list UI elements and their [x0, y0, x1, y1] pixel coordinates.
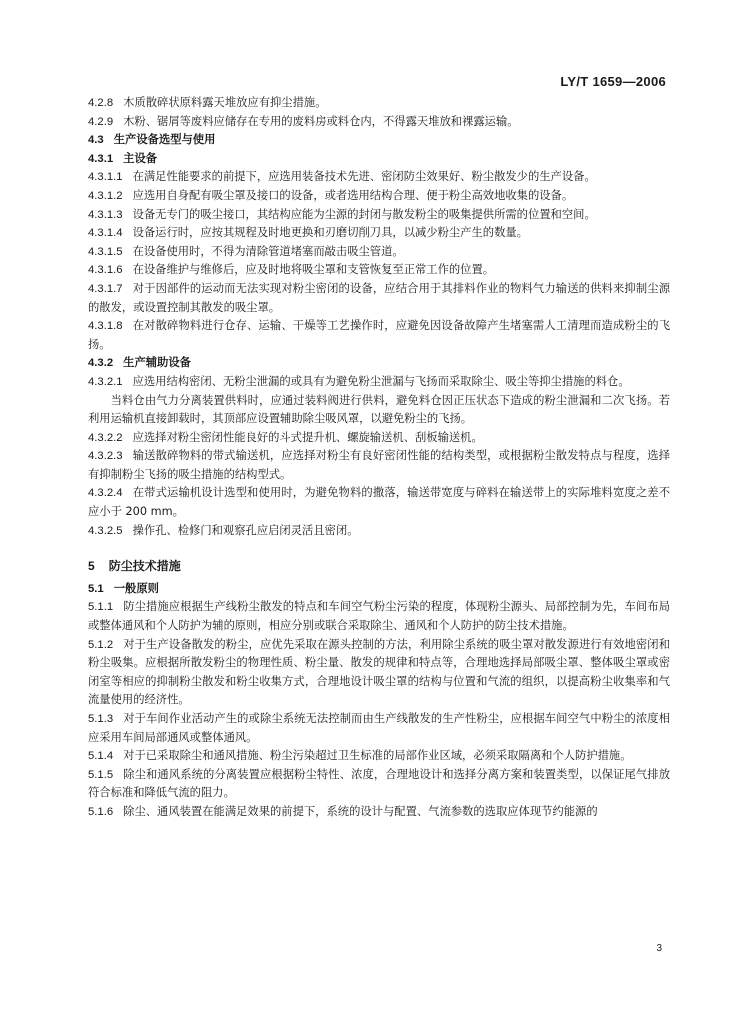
clause-paragraph: [88, 429, 670, 448]
clause-paragraph: [88, 766, 670, 803]
clause-text: 应选用结构密闭、无粉尘泄漏的或具有为避免粉尘泄漏与飞扬而采取除尘、吸尘等抑尘措施的料仓。: [132, 374, 630, 388]
clause-text: 防尘措施应根据生产线粉尘散发的特点和车间空气粉尘污染的程度，体现粉尘源头、局部控制为先，车间布局或整体通风和个人防护为辅的原则，相应分别或联合采取除尘、通风和个人防护的防尘技术措施。: [88, 600, 670, 633]
clause-text: 对于已采取除尘和通风措施、粉尘污染超过卫生标准的局部作业区域，必须采取隔离和个人防护措施。: [123, 749, 632, 763]
clause-paragraph: [88, 636, 670, 710]
section-heading: [88, 131, 670, 150]
clause-paragraph: [88, 113, 670, 132]
clause-text: 防尘技术措施: [108, 559, 181, 574]
clause-paragraph: [88, 243, 670, 262]
clause-text: 设备运行时，应按其规程及时地更换和刃磨切削刀具，以减少粉尘产生的数量。: [132, 226, 528, 240]
clause-text: 设备无专门的吸尘接口，其结构应能为尘源的封闭与散发粉尘的吸集提供所需的位置和空间。: [132, 207, 596, 221]
clause-number: 4.3.1: [88, 152, 114, 165]
clause-number: 4.3.2.5: [88, 524, 123, 537]
clause-number: 5.1.2: [88, 638, 114, 651]
clause-number: 4.3.1.8: [88, 320, 123, 333]
clause-text: 操作孔、检修门和观察孔应启闭灵活且密闭。: [132, 523, 359, 537]
clause-paragraph: [88, 224, 670, 243]
clause-text: 主设备: [123, 151, 158, 165]
clause-text: 在对散碎物料进行仓存、运输、干燥等工艺操作时，应避免因设备故障产生堵塞需人工清理而造成粉尘的飞扬。: [88, 319, 670, 351]
clause-text: 除尘、通风装置在能满足效果的前提下，系统的设计与配置、气流参数的选取应体现节约能源的: [123, 804, 598, 818]
clause-paragraph: [88, 94, 670, 113]
section-gap: [88, 540, 670, 557]
clause-number: 5.1.5: [88, 768, 114, 781]
clause-paragraph: [88, 187, 670, 206]
clause-text: 对于因部件的运动而无法实现对粉尘密闭的设备，应结合用于其排料作业的物料气力输送的供料来抑制尘源的散发，或设置控制其散发的吸尘罩。: [88, 281, 670, 314]
section-heading: [88, 150, 670, 169]
clause-number: 4.3.2.1: [88, 375, 123, 388]
clause-paragraph: [88, 598, 670, 635]
clause-number: 5.1.3: [88, 713, 114, 725]
clause-paragraph: [88, 710, 670, 747]
clause-paragraph: [88, 168, 670, 187]
clause-text: 应选择对粉尘密闭性能良好的斗式提升机、螺旋输送机、刮板输送机。: [132, 430, 483, 444]
clause-paragraph: [88, 317, 670, 354]
clause-paragraph: [88, 261, 670, 280]
clause-number: 4.3.2.2: [88, 431, 123, 444]
clause-number: 4.2.8: [88, 97, 114, 109]
clause-paragraph: [88, 447, 670, 484]
clause-number: 4.3.1.4: [88, 227, 123, 240]
clause-number: 5.1.6: [88, 805, 114, 818]
clause-paragraph: [88, 803, 670, 822]
clause-number: 4.3.2.4: [88, 487, 123, 500]
clause-paragraph: [88, 373, 670, 392]
clause-text: 木粉、锯屑等废料应储存在专用的废料房或料仓内，不得露天堆放和裸露运输。: [123, 114, 519, 128]
clause-text: 除尘和通风系统的分离装置应根据粉尘特性、浓度，合理地设计和选择分离方案和装置类型，以保证尾气排放符合标准和降低气流的阻力。: [88, 767, 670, 800]
clause-number: 4.3.1.1: [88, 171, 123, 184]
clause-number: 4.2.9: [88, 115, 114, 128]
clause-number: 4.3.2: [88, 357, 114, 370]
clause-number: 4.3.1.6: [88, 264, 123, 277]
chapter-heading: [88, 557, 670, 576]
clause-number: 4.3.1.5: [88, 245, 123, 258]
clause-text: 在设备维护与维修后，应及时地将吸尘罩和支管恢复至正常工作的位置。: [132, 263, 495, 277]
clause-paragraph: [88, 522, 670, 541]
clause-text: 应选用自身配有吸尘罩及接口的设备，或者选用结构合理、便于粉尘高效地收集的设备。: [132, 188, 574, 202]
clause-text: 在满足性能要求的前提下，应选用装备技术先进、密闭防尘效果好、粉尘散发少的生产设备。: [132, 170, 596, 184]
clause-text: 生产辅助设备: [123, 356, 191, 370]
clause-number: 5.1.1: [88, 601, 114, 614]
clause-paragraph: [88, 747, 670, 766]
section-heading: [88, 354, 670, 373]
clause-paragraph: [88, 484, 670, 521]
clause-text: 一般原则: [113, 581, 159, 595]
clause-text: 生产设备选型与使用: [113, 133, 216, 147]
document-body: [88, 94, 670, 822]
clause-text: 在设备使用时，不得为清除管道堵塞而敲击吸尘管道。: [132, 244, 404, 258]
clause-number: 4.3.1.3: [88, 208, 123, 221]
clause-number: 4.3.1.2: [88, 189, 123, 202]
clause-number: 4.3.2.3: [88, 450, 123, 463]
clause-text: 当料仓由气力分离装置供料时，应通过装料阀进行供料，避免料仓因正压状态下造成的粉尘泄漏和二次飞扬。若利用运输机直接卸载时，其顶部应设置辅助除尘吸风罩，以避免粉尘的飞扬。: [88, 393, 670, 426]
clause-text: 对于车间作业活动产生的或除尘系统无法控制而由生产线散发的生产性粉尘，应根据车间空气中粉尘的浓度相应采用车间局部通风或整体通风。: [88, 712, 670, 744]
clause-number: 5: [88, 559, 95, 574]
section-heading: [88, 580, 670, 599]
clause-text: 输送散碎物料的带式输送机，应选择对粉尘有良好密闭性能的结构类型，或根据粉尘散发特点与程度，选择有抑制粉尘飞扬的吸尘措施的结构型式。: [88, 449, 670, 481]
clause-paragraph: [88, 206, 670, 225]
clause-number: 4.3.1.7: [88, 282, 123, 295]
clause-paragraph: [88, 280, 670, 317]
standard-code: LY/T 1659—2006: [560, 74, 666, 89]
clause-text: 木质散碎状原料露天堆放应有抑尘措施。: [123, 96, 327, 109]
clause-number: 5.1.4: [88, 750, 114, 763]
clause-number: 4.3: [88, 134, 104, 147]
clause-number: 5.1: [88, 582, 104, 595]
continuation-paragraph: [88, 392, 670, 429]
clause-text: 在带式运输机设计选型和使用时，为避免物料的撒落，输送带宽度与碎料在输送带上的实际堆料宽度之差不应小于 200 mm。: [88, 486, 670, 519]
clause-text: 对于生产设备散发的粉尘，应优先采取在源头控制的方法，利用除尘系统的吸尘罩对散发源进行有效地密闭和粉尘吸集。应根据所散发粉尘的物理性质、粉尘量、散发的规律和特点等，合理地选择局部吸尘罩、整体吸尘罩或密闭室等相应的抑制粉尘散发和粉尘收集方式，合理地设计吸尘罩的结构与位置和气流的组织，以提高粉尘收集率和气流量使用的经济性。: [88, 637, 670, 707]
page-number: 3: [656, 943, 662, 954]
